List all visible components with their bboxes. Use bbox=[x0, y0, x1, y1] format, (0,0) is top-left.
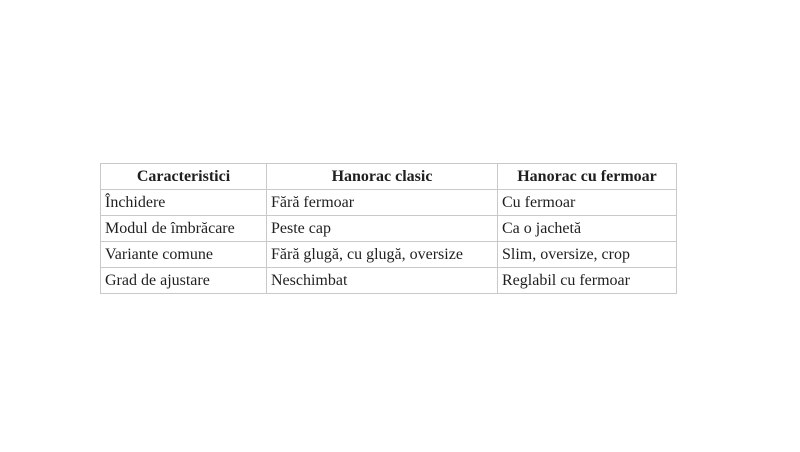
table-cell: Fără glugă, cu glugă, oversize bbox=[267, 242, 498, 268]
table-cell: Grad de ajustare bbox=[101, 268, 267, 294]
table-row-modul-de-imbracare bbox=[101, 216, 677, 242]
table-header-row bbox=[101, 164, 677, 190]
table-cell: Ca o jachetă bbox=[498, 216, 677, 242]
table-cell: Neschimbat bbox=[267, 268, 498, 294]
table-cell: Cu fermoar bbox=[498, 190, 677, 216]
table-header-hanorac-clasic: Hanorac clasic bbox=[267, 164, 498, 190]
table-cell: Închidere bbox=[101, 190, 267, 216]
table-cell: Peste cap bbox=[267, 216, 498, 242]
table-row-inchidere bbox=[101, 190, 677, 216]
table-row-grad-de-ajustare bbox=[101, 268, 677, 294]
table-cell: Reglabil cu fermoar bbox=[498, 268, 677, 294]
table-cell: Modul de îmbrăcare bbox=[101, 216, 267, 242]
table-header-caracteristici: Caracteristici bbox=[101, 164, 267, 190]
comparison-table bbox=[100, 163, 677, 294]
table-cell: Slim, oversize, crop bbox=[498, 242, 677, 268]
table-cell: Fără fermoar bbox=[267, 190, 498, 216]
table-cell: Variante comune bbox=[101, 242, 267, 268]
table-row-variante-comune bbox=[101, 242, 677, 268]
table-header-hanorac-cu-fermoar: Hanorac cu fermoar bbox=[498, 164, 677, 190]
